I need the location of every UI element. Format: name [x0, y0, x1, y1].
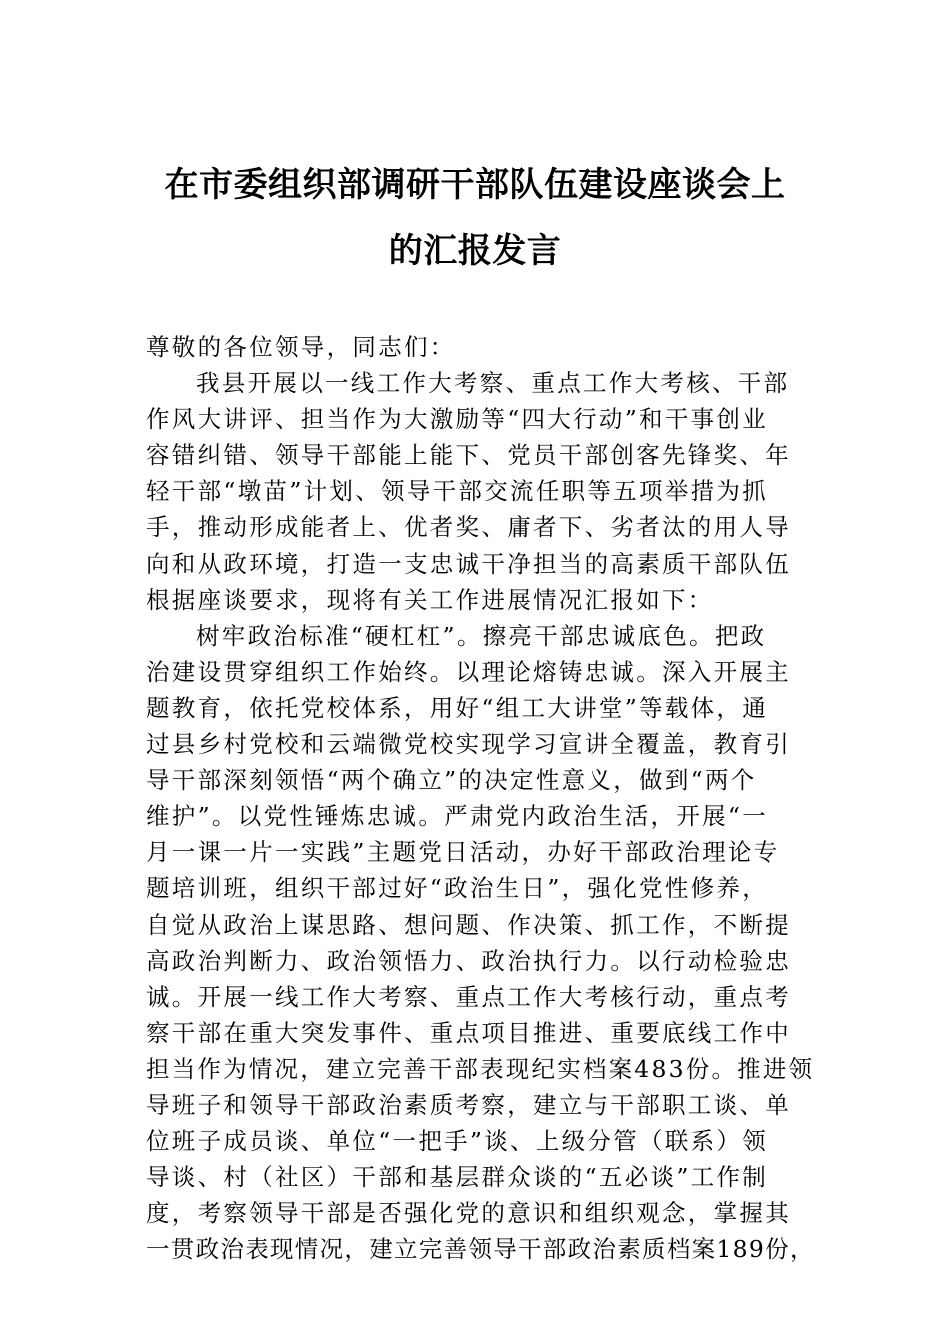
- title-line: 的汇报发言: [388, 231, 562, 271]
- salutation-line: 尊敬的各位领导，同志们：: [146, 333, 456, 361]
- body-line: 位班子成员谈、单位“一把手”谈、上级分管（联系）领: [146, 1127, 769, 1156]
- body-line: 月一课一片一实践”主题党日活动，办好干部政治理论专: [146, 838, 780, 867]
- document-title: [130, 152, 820, 284]
- body-line: 作风大讲评、担当作为大激励等“四大行动”和干事创业: [146, 405, 769, 434]
- body-line: 高政治判断力、政治领悟力、政治执行力。以行动检验忠: [146, 946, 791, 975]
- body-line: 导班子和领导干部政治素质考察，建立与干部职工谈、单: [146, 1090, 791, 1119]
- body-line: 诚。开展一线工作大考察、重点工作大考核行动，重点考: [146, 982, 791, 1011]
- body-line: 向和从政环境，打造一支忠诚干净担当的高素质干部队伍: [146, 549, 791, 578]
- body-line: 导谈、村（社区）干部和基层群众谈的“五必谈”工作制: [146, 1163, 769, 1192]
- body-line: 根据座谈要求，现将有关工作进展情况汇报如下：: [146, 585, 714, 614]
- body-line: 度，考察领导干部是否强化党的意识和组织观念，掌握其: [146, 1199, 791, 1228]
- body-line: 我县开展以一线工作大考察、重点工作大考核、干部: [196, 369, 790, 398]
- body-line: 担当作为情况，建立完善干部表现纪实档案483份。推进领: [146, 1054, 815, 1083]
- body-line: 手，推动形成能者上、优者奖、庸者下、劣者汰的用人导: [146, 513, 791, 542]
- body-line: 题教育，依托党校体系，用好“组工大讲堂”等载体，通: [146, 693, 769, 722]
- body-line: 导干部深刻领悟“两个确立”的决定性意义，做到“两个: [146, 766, 757, 795]
- body-line: 容错纠错、领导干部能上能下、党员干部创客先锋奖、年: [146, 441, 791, 470]
- document-body: [146, 329, 816, 1267]
- body-line: 自觉从政治上谋思路、想问题、作决策、抓工作，不断提: [146, 910, 791, 939]
- body-line: 过县乡村党校和云端微党校实现学习宣讲全覆盖，教育引: [146, 730, 791, 759]
- body-line: 树牢政治标准“硬杠杠”。擦亮干部忠诚底色。把政: [196, 621, 767, 650]
- body-line: 一贯政治表现情况，建立完善领导干部政治素质档案189份，: [146, 1235, 815, 1264]
- body-line: 轻干部“墩苗”计划、领导干部交流任职等五项举措为抓: [146, 477, 769, 506]
- body-line: 察干部在重大突发事件、重点项目推进、重要底线工作中: [146, 1018, 791, 1047]
- body-line: 维护”。以党性锤炼忠诚。严肃党内政治生活，开展“一: [146, 802, 769, 831]
- body-line: 题培训班，组织干部过好“政治生日”，强化党性修养，: [146, 874, 769, 903]
- title-line: 在市委组织部调研干部队伍建设座谈会上: [164, 165, 786, 205]
- body-line: 治建设贯穿组织工作始终。以理论熔铸忠诚。深入开展主: [146, 657, 791, 686]
